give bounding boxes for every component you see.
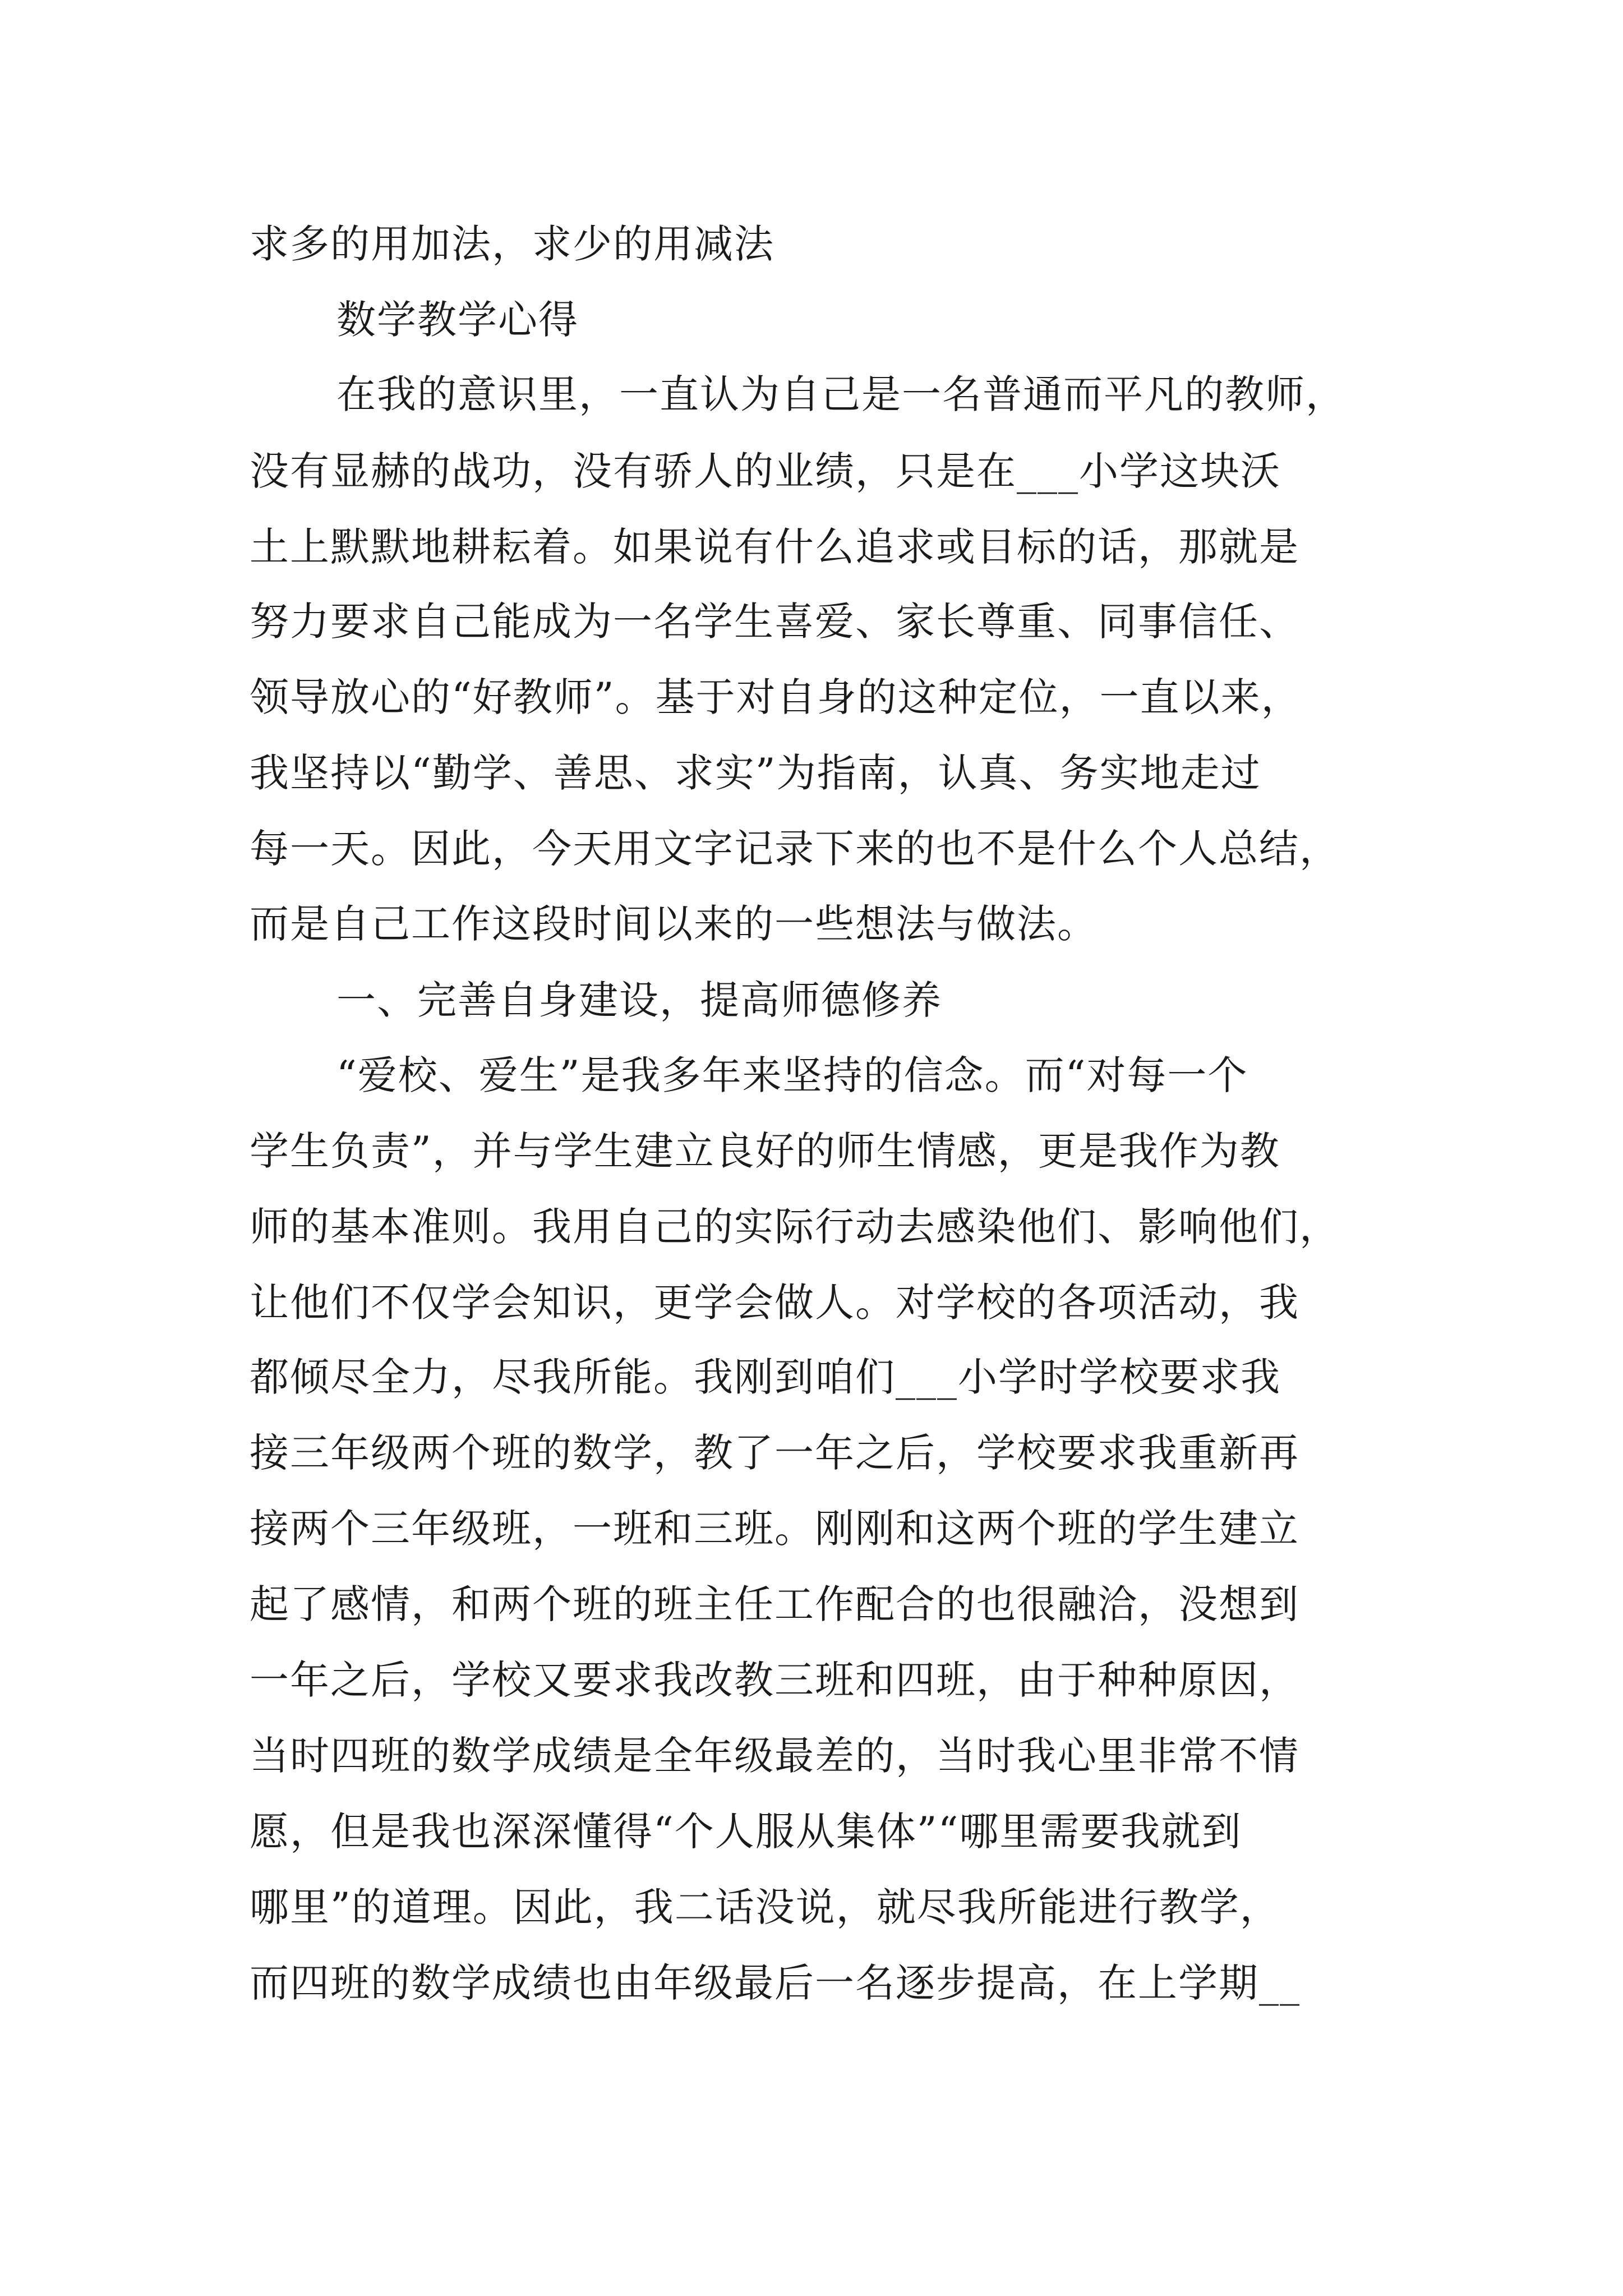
section-heading: 数学教学心得 (336, 297, 579, 343)
text-line: 师的基本准则。我用自己的实际行动去感染他们、影响他们， (250, 1204, 1340, 1250)
text-line: “爱校、爱生”是我多年来坚持的信念。而“对每一个 (336, 1052, 1248, 1098)
text-line: 当时四班的数学成绩是全年级最差的，当时我心里非常不情 (250, 1733, 1299, 1779)
text-line: 土上默默地耕耘着。如果说有什么追求或目标的话，那就是 (250, 524, 1299, 570)
text-line: 都倾尽全力，尽我所能。我刚到咱们___小学时学校要求我 (250, 1354, 1281, 1400)
text-line: 努力要求自己能成为一名学生喜爱、家长尊重、同事信任、 (250, 599, 1299, 645)
text-line: 而是自己工作这段时间以来的一些想法与做法。 (250, 901, 1098, 947)
text-line: 让他们不仅学会知识，更学会做人。对学校的各项活动，我 (250, 1280, 1299, 1326)
text-line: 每一天。因此，今天用文字记录下来的也不是什么个人总结， (250, 826, 1340, 872)
text-line: 愿，但是我也深深懂得“个人服从集体”“哪里需要我就到 (250, 1809, 1242, 1855)
text-line: 领导放心的“好教师”。基于对自身的这种定位，一直以来， (250, 674, 1302, 720)
text-line: 在我的意识里，一直认为自己是一名普通而平凡的教师， (336, 371, 1346, 417)
text-line: 接三年级两个班的数学，教了一年之后，学校要求我重新再 (250, 1430, 1299, 1476)
text-line: 我坚持以“勤学、善思、求实”为指南，认真、务实地走过 (250, 750, 1261, 796)
text-line: 没有显赫的战功，没有骄人的业绩，只是在___小学这块沃 (250, 448, 1281, 494)
text-line: 一年之后，学校又要求我改教三班和四班，由于种种原因， (250, 1657, 1299, 1703)
text-line: 起了感情，和两个班的班主任工作配合的也很融洽，没想到 (250, 1581, 1299, 1627)
text-line: 而四班的数学成绩也由年级最后一名逐步提高，在上学期__ (250, 1960, 1301, 2006)
text-line: 学生负责”，并与学生建立良好的师生情感，更是我作为教 (250, 1128, 1280, 1174)
text-line: 哪里”的道理。因此，我二话没说，就尽我所能进行教学， (250, 1884, 1280, 1930)
text-line: 求多的用加法，求少的用减法 (250, 221, 774, 267)
section-heading: 一、完善自身建设，提高师德修养 (336, 977, 942, 1023)
text-line: 接两个三年级班，一班和三班。刚刚和这两个班的学生建立 (250, 1506, 1299, 1552)
